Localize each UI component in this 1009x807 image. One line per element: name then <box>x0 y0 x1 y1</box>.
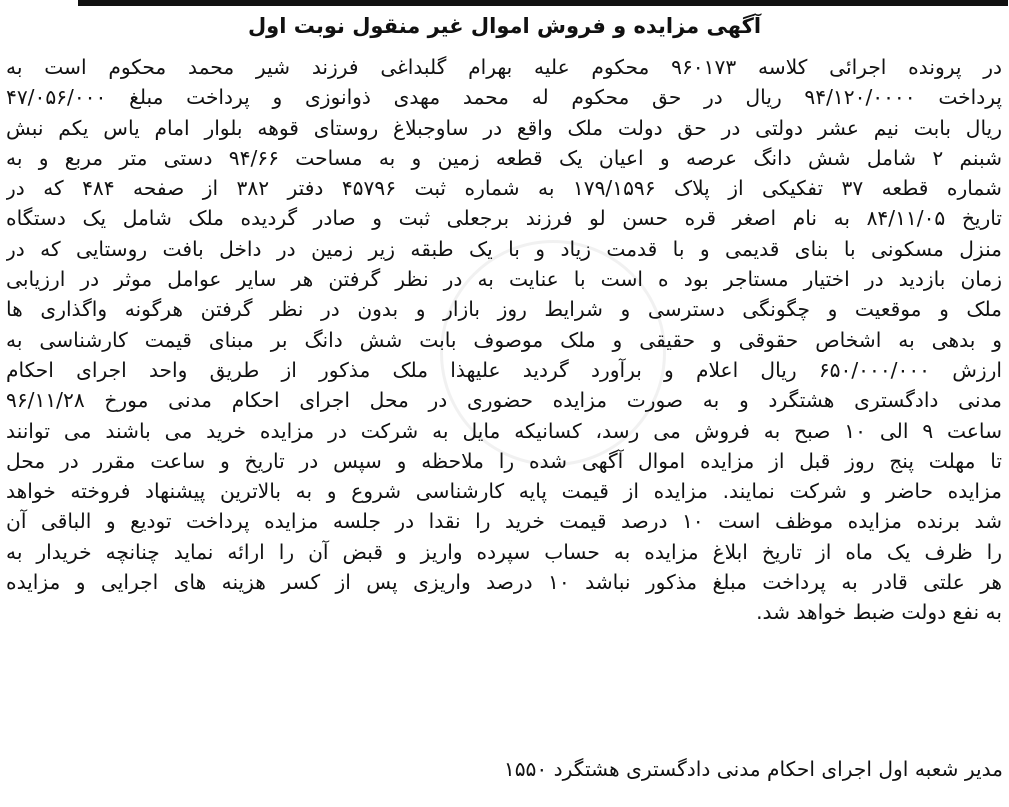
body-line: ساعت ۹ الی ۱۰ صبح به فروش می رسد، کسانیکه مایل به شرکت در مزایده خرید می باشند می توانند <box>6 418 1002 443</box>
top-border-bar <box>78 0 1008 6</box>
notice-body <box>6 52 1002 628</box>
body-line: مدنی دادگستری هشتگرد و به صورت مزایده حضوری در محل اجرای احکام مدنی مورخ ۹۶/۱۱/۲۸ <box>6 388 1002 413</box>
body-line: منزل مسکونی با بنای قدیمی و با قدمت زیاد و با یک طبقه زیر زمین در داخل بافت روستایی که در <box>6 236 1002 261</box>
body-line: تاریخ ۸۴/۱۱/۰۵ به نام اصغر قره حسن لو فرزند برجعلی ثبت و صادر گردیده ملک شامل یک دستگاه <box>6 206 1002 231</box>
body-line: شد برنده مزایده موظف است ۱۰ درصد قیمت خرید را نقدا در جلسه مزایده پرداخت تودیع و الباقی آن <box>6 509 1002 534</box>
body-line: زمان بازدید در اختیار مستاجر بود ه است با عنایت به در نظر گرفتن هر سایر عوامل موثر در ارزیابی <box>6 267 1002 292</box>
body-line: ارزش ۶۵۰/۰۰۰/۰۰۰ ریال اعلام و برآورد گردید علیهذا ملک مذکور از طریق واحد اجرای احکام <box>6 357 1002 382</box>
body-line: شبنم ۲ شامل شش دانگ عرصه و اعیان یک قطعه زمین و به مساحت ۹۴/۶۶ دستی متر مربع و به <box>6 145 1002 170</box>
body-line: در پرونده اجرائی کلاسه ۹۶۰۱۷۳ محکوم علیه بهرام گلبداغی فرزند شیر محمد محکوم است به <box>6 55 1002 79</box>
body-line: ملک و موقعیت و چگونگی دسترسی و شرایط روز بازار و بدون در نظر گرفتن هرگونه واگذاری ها <box>6 297 1002 322</box>
body-line: مزایده حاضر و شرکت نمایند. مزایده از قیمت پایه کارشناسی شروع و به بالاترین پیشنهاد فروخته خواهد <box>6 479 1002 504</box>
body-line: را ظرف یک ماه از تاریخ ابلاغ مزایده به حساب سپرده واریز و قبض آن را ارائه نماید چنانچه خریدار به <box>6 539 1002 564</box>
body-line: هر علتی قادر به پرداخت مبلغ مذکور نباشد ۱۰ درصد واریزی پس از کسر هزینه های اجرایی و مزایده <box>6 570 1002 595</box>
body-line: و بدهی به اشخاص حقوقی و حقیقی و ملک موصوف بابت شش دانگ بر مبنای قیمت کارشناسی به <box>6 327 1002 352</box>
notice-title: آگهی مزایده و فروش اموال غیر منقول نوبت اول <box>247 14 762 38</box>
body-line: ریال بابت نیم عشر دولتی در حق دولت ملک واقع در ساوجبلاغ روستای قوهه بلوار امام یاس یکم نبش <box>6 115 1002 140</box>
body-line: پرداخت ۹۴/۱۲۰/۰۰۰۰ ریال در حق محکوم له محمد مهدی ذوانوزی و پرداخت مبلغ ۴۷/۰۵۶/۰۰۰ <box>6 85 1002 110</box>
signature-line: مدیر شعبه اول اجرای احکام مدنی دادگستری هشتگرد ۱۵۵۰ <box>503 757 1003 781</box>
body-line: تا مهلت پنج روز قبل از مزایده اموال آگهی شده را ملاحظه و سپس در تاریخ و ساعت مقرر در محل <box>6 448 1002 473</box>
body-line: به نفع دولت ضبط خواهد شد. <box>756 600 1002 625</box>
body-line: شماره قطعه ۳۷ تفکیکی از پلاک ۱۷۹/۱۵۹۶ به شماره ثبت ۴۵۷۹۶ دفتر ۳۸۲ از صفحه ۴۸۴ که در <box>6 176 1002 201</box>
